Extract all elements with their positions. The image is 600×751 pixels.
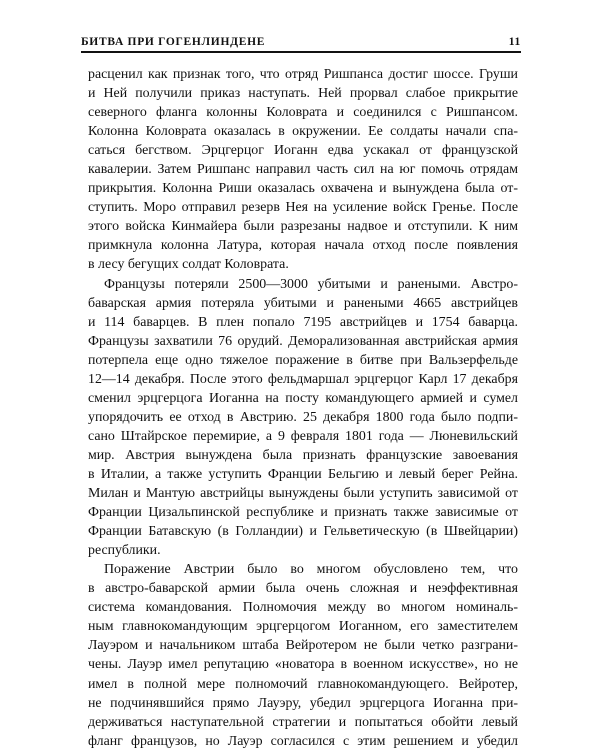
text-line: не подчинявшийся прямо Лауэру, убедил эрцгерцога Иоганна при- (88, 695, 518, 711)
text-line: примкнула колонна Латура, которая начала отход после появления (88, 238, 518, 254)
text-line: прикрытия. Колонна Риши оказалась охвачена и вынуждена была от- (88, 181, 518, 197)
text-line: потерпела еще одно тяжелое поражение в битве при Вальзерфельде (88, 352, 518, 368)
text-line: сменил эрцгерцога Иоганна на посту командующего армией и сумел (88, 390, 518, 406)
text-line: сано Штайрское перемирие, а 9 февраля 1801 года — Люневильский (88, 428, 518, 444)
text-line: кавалерии. Затем Ришпанс направил часть сил на юг помочь отрядам (88, 162, 518, 178)
text-line: и Ней получили приказ наступать. Ней прорвал слабое прикрытие (88, 86, 518, 102)
text-line: расценил как признак того, что отряд Ришпанса достиг шоссе. Груши (88, 67, 518, 82)
text-line: саться бегством. Эрцгерцог Иоганн едва ускакал от французской (88, 143, 518, 159)
text-line: этого войска Кинмайера были разрезаны надвое и отступили. К ним (88, 219, 518, 235)
page-body (88, 65, 518, 751)
text-line: 12—14 декабря. После этого фельдмаршал эрцгерцог Карл 17 декабря (88, 371, 518, 387)
text-line: республики. (88, 543, 161, 559)
text-line: в Италии, а также уступить Франции Бельгию и левый берег Рейна. (88, 466, 518, 482)
text-line: мир. Австрия вынуждена была признать французские завоевания (88, 447, 518, 463)
text-line: ным главнокомандующим эрцгерцогом Иоганном, его заместителем (88, 619, 518, 635)
text-line: баварская армия потеряла убитыми и ранеными 4665 австрийцев (88, 295, 518, 311)
text-line: Франции Батавскую (в Голландии) и Гельветическую (в Швейцарии) (88, 524, 518, 540)
text-line: в лесу бегущих солдат Коловрата. (88, 257, 289, 273)
text-line: Милан и Мантую австрийцы вынуждены были уступить зависимой от (88, 486, 518, 502)
text-line: Франции Цизальпинской республике и признать также зависимые от (88, 505, 518, 521)
text-line: фланг французов, но Лауэр согласился с этим решением и убедил (88, 733, 518, 749)
text-line: чены. Лауэр имел репутацию «новатора в военном искусстве», но не (88, 657, 518, 673)
text-line: Французы потеряли 2500—3000 убитыми и ранеными. Австро- (104, 276, 518, 292)
text-line: в австро-баварской армии была очень сложная и неэффективная (88, 581, 518, 597)
text-line: и 114 баварцев. В плен попало 7195 австрийцев и 1754 баварца. (88, 314, 518, 330)
paragraph (88, 560, 518, 750)
running-head (81, 34, 521, 48)
text-line: Поражение Австрии было во многом обусловлено тем, что (104, 562, 518, 578)
text-line: упорядочить ее отход в Австрию. 25 декабря 1800 года было подпи- (88, 409, 518, 425)
text-line: ступить. Моро отправил резерв Нея на усиление войск Гренье. После (88, 200, 518, 216)
running-title: БИТВА ПРИ ГОГЕНЛИНДЕНЕ (81, 36, 266, 48)
text-line: имел в полной мере полномочий главнокомандующего. Вейротер, (88, 676, 518, 692)
text-line: Лауэром и начальником штаба Вейротером не были четко разграни- (88, 638, 518, 654)
paragraph (88, 275, 518, 561)
text-line: система командования. Полномочия между во многом номиналь- (88, 600, 518, 616)
text-line: северного фланга колонны Коловрата и соединился с Ришпансом. (88, 105, 518, 121)
text-line: Колонна Коловрата оказалась в окружении. Ее солдаты начали спа- (88, 124, 518, 140)
text-line: Французы захватили 76 орудий. Деморализованная австрийская армия (88, 333, 518, 349)
paragraph (88, 65, 518, 275)
header-rule (81, 51, 521, 53)
text-line: держиваться наступательной стратегии и попытаться обойти левый (88, 714, 518, 730)
page-number: 11 (508, 36, 521, 48)
